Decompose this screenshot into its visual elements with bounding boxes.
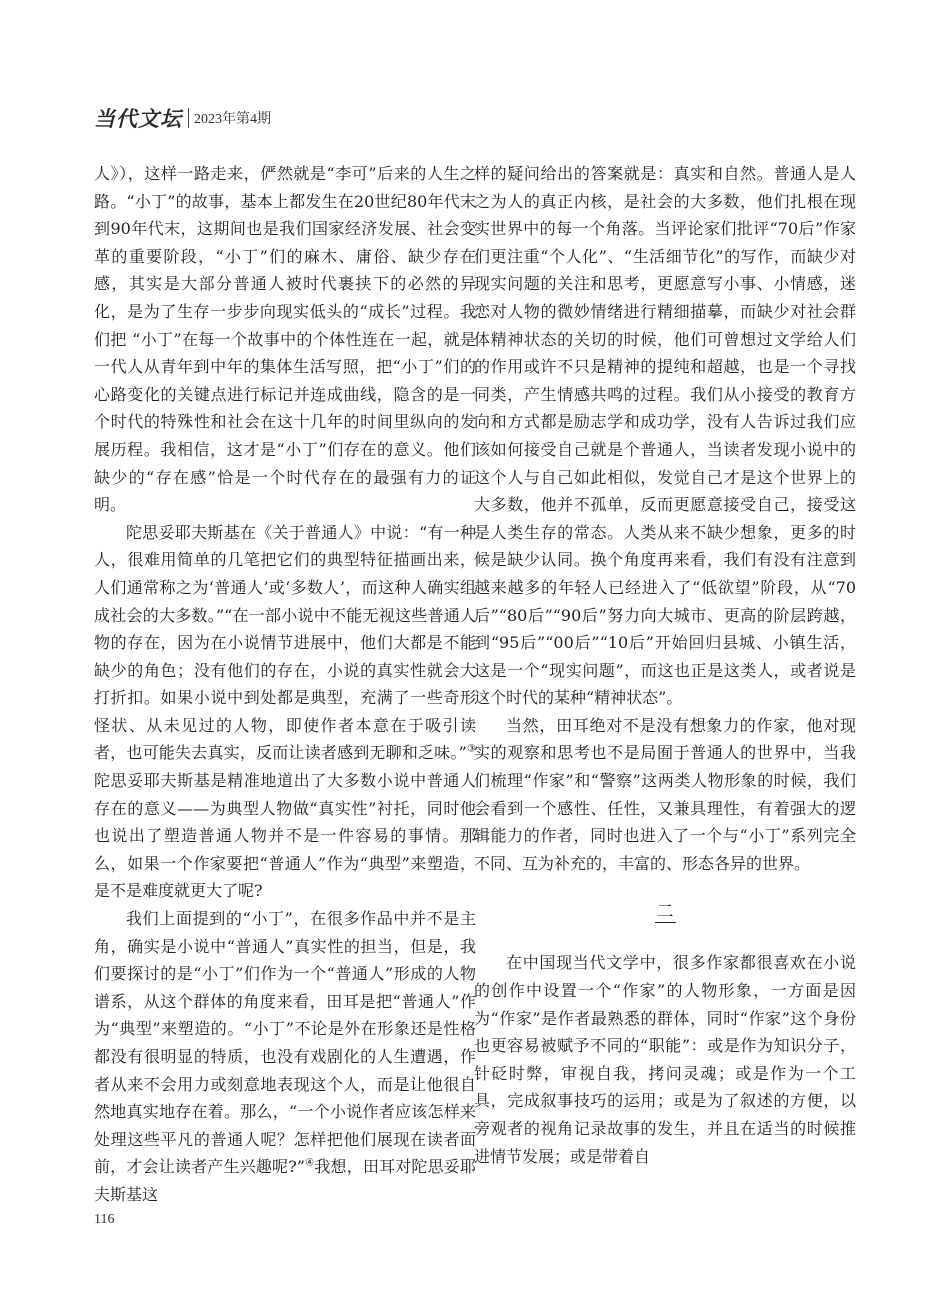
issue-label: 2023年第4期 <box>194 112 271 127</box>
paragraph-text: 我们上面提到的“小丁”，在很多作品中并不是主角，确实是小说中“普通人”真实性的担当，但是，我们要探讨的是“小丁”们作为一个“普通人”形成的人物谱系，从这个群体的角度来看，田耳是把“普通人”作为“典型”来塑造的。“小丁”不论是外在形象还是性格都没有很明显的特质，也没有戏剧化的人生遭遇，作者从来不会用力或刻意地表现这个人，而是让他很自然地真实地存在着。那么，“一个小说作者应该怎样来处理这些平凡的普通人呢？怎样把他们展现在读者面前，才会让读者产生兴趣呢?” <box>94 909 476 1177</box>
paragraph: 样的疑问给出的答案就是：真实和自然。普通人是人之为人的真正内核，是社会的大多数，他们扎根在现实世界中的每一个角落。当评论家们批评“70后”作家们更注重“个人化”、“生活细节化”的写作，而缺少对现实问题的关注和思考，更愿意写小事、小情感，迷恋对人物的微妙情绪进行精细描摹，而缺少对社会群体精神状态的关切的时候，他们可曾想过文学给人们的作用或许不只是精神的提纯和超越，也是一个寻找同类，产生情感共鸣的过程。我们从小接受的教育方向和方式都是励志学和成功学，没有人告诉过我们应该如何接受自己就是个普通人，当读者发现小说中的这个人与自己如此相似，发觉自己才是这个世界上的大多数，他并不孤单，反而更愿意接受自己，接受这是人类生存的常态。人类从来不缺少想象，更多的时候是缺少认同。换个角度再来看，我们有没有注意到越来越多的年轻人已经进入了“低欲望”阶段，从“70后”“80后”“90后”努力向大城市、更高的阶层跨越，到“95后”“00后”“10后”开始回归县城、小镇生活，这是一个“现实问题”，而这也正是这类人，或者说是这个时代的某种“精神状态”。 <box>474 164 856 708</box>
right-column <box>474 160 856 1170</box>
paragraph: 当然，田耳绝对不是没有想象力的作家，他对现实的观察和思考也不是局囿于普通人的世界中，当我们梳理“作家”和“警察”这两类人物形象的时候，我们会看到一个感性、任性，又兼具理性，有着强大的逻辑能力的作者，同时也进入了一个与“小丁”系列完全不同、互为补充的，丰富的、形态各异的世界。 <box>474 715 856 873</box>
journal-logo: 当代文坛 <box>94 106 182 131</box>
header-divider <box>188 108 189 128</box>
paragraph-text: 陀思妥耶夫斯基在《关于普通人》中说：“有一种人，很难用简单的几笔把它们的典型特征描画出来，人们通常称之为‘普通人’或‘多数人’，而这种人确实组成社会的大多数。”“在一部小说中不能无视这些普通人物的存在，因为在小说情节进展中，他们大都是不能缺少的角色；没有他们的存在，小说的真实性就会大打折扣。如果小说中到处都是典型，充满了一些奇形怪状、从未见过的人物，即使作者本意在于吸引读者，也可能失去真实，反而让读者感到无聊和乏味。” <box>94 522 476 763</box>
footnote-marker: ④ <box>304 1158 315 1170</box>
page-header <box>94 104 271 132</box>
paragraph <box>94 905 476 1209</box>
section-heading <box>474 899 856 925</box>
left-column <box>94 160 476 1209</box>
paragraph: 人》），这样一路走来，俨然就是“李可”后来的人生之路。“小丁”的故事，基本上都发生在20世纪80年代末到90年代末，这期间也是我们国家经济发展、社会变革的重要阶段，“小丁”们的麻木、庸俗、缺少存在感，其实是大部分普通人被时代裹挟下的必然的异化，是为了生存一步步向现实低头的“成长”过程。我们把 “小丁”在每一个故事中的个体性连在一起，就是一代人从青年到中年的集体生活写照，把“小丁”们的心路变化的关键点进行标记并连成曲线，隐含的是一个时代的特殊性和社会在这十几年的时间里纵向的发展历程。我相信，这才是“小丁”们存在的意义。他们缺少的“存在感”恰是一个时代存在的最强有力的证明。 <box>94 164 476 515</box>
page-number: 116 <box>94 1212 115 1227</box>
footnote-marker: ③ <box>466 744 476 756</box>
paragraph-text: 陀思妥耶夫斯基是精准地道出了大多数小说中普通人存在的意义——为典型人物做“真实性”衬托，同时他也说出了塑造普通人物并不是一件容易的事情。那么，如果一个作家要把“普通人”作为“典型”来塑造，是不是难度就更大了呢? <box>94 771 476 901</box>
paragraph: 在中国现当代文学中，很多作家都很喜欢在小说的创作中设置一个“作家”的人物形象，一方面是因为“作家”是作者最熟悉的群体，同时“作家”这个身份也更容易被赋予不同的“职能”：或是作为知识分子，针砭时弊，审视自我，拷问灵魂；或是作为一个工具，完成叙事技巧的运用；或是为了叙述的方便，以旁观者的视角记录故事的发生，并且在适当的时候推进情节发展；或是带着自 <box>474 953 856 1166</box>
paragraph <box>94 519 476 905</box>
section-number: 二 <box>656 902 674 923</box>
paragraph-text: 我想，田耳对陀思妥耶夫斯基这 <box>94 1157 476 1204</box>
